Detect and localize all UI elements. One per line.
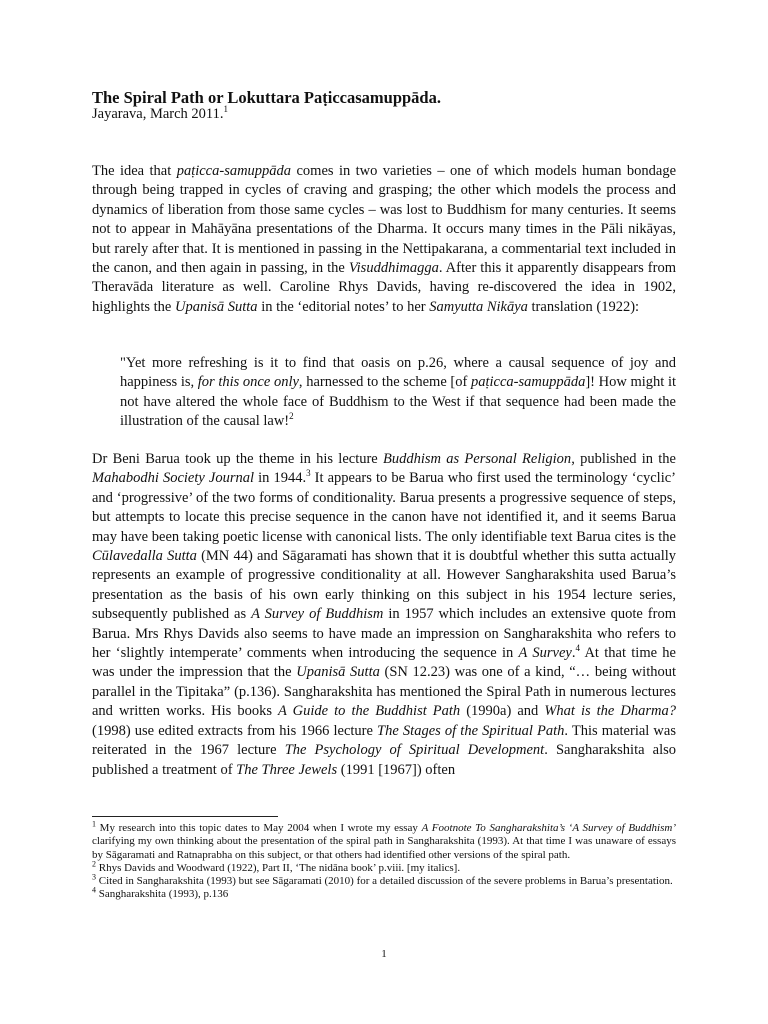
footnote-4 (92, 885, 676, 901)
footnote-number: 2 (92, 859, 96, 869)
text-run: (1991 [1967]) often (337, 761, 456, 778)
text-run: Sangharakshita (1993), p.136 (96, 888, 229, 901)
text-run: . Sangharakshita also published a treatment of (92, 742, 676, 778)
block-quote (120, 354, 676, 432)
italic-text: A Survey of Buddhism (251, 606, 384, 623)
footnotes (92, 819, 677, 902)
text-run: in the ‘editorial notes’ to her (257, 298, 430, 315)
footnote-number: 1 (92, 819, 96, 829)
text-run: . This material was reiterated in the 1967 lecture (92, 722, 676, 759)
text-run: (SN 12.23) was one of a kind, “… being without parallel in the Tipitaka” (p.136). Sangharakshita has mentioned the Spiral Path in numerous lectures and written works. His books (92, 664, 676, 720)
italic-text: What is the Dharma? (544, 703, 676, 720)
text-run: Cited in Sangharakshita (1993) but see Sāgaramati (2010) for a detailed discussion of the severe problems in Barua’s presentation. (96, 875, 673, 888)
italic-text: paṭicca-samuppāda (176, 163, 292, 179)
italic-text: Cūlavedalla Sutta (92, 548, 197, 565)
italic-text: A Guide to the Buddhist Path (278, 703, 461, 720)
text-run: (1990a) and (460, 703, 545, 720)
text-run: Rhys Davids and Woodward (1922), Part II, ‘The nidāna book’ p.viii. [my italics]. (96, 861, 461, 874)
italic-text: The Three Jewels (236, 761, 338, 778)
italic-text: A Footnote To Sangharakshita’s ‘A Survey of Buddhism’ (421, 822, 677, 834)
paragraph-barua (92, 450, 676, 780)
text-run: At that time he was under the impression that the (92, 645, 676, 681)
text-run: "Yet more refreshing is it to find that oasis on p.26, where a causal sequence of joy and happiness is, (120, 355, 676, 391)
text-run: . After this it apparently disappears from Theravāda literature as well. Caroline Rhys Davids, having re-discovered the idea in 1902, highlights the (92, 260, 676, 315)
text-run: . (571, 645, 576, 662)
footnote-separator (92, 816, 278, 817)
footnote-1 (92, 819, 677, 862)
italic-text: Mahabodhi Society Journal (92, 470, 254, 487)
italic-text: for this once only (197, 374, 299, 391)
text-run: The idea that (92, 163, 177, 179)
text-run: Dr Beni Barua took up the theme in his lecture (92, 451, 384, 467)
text-run: (1998) use edited extracts from his 1966 lecture (92, 722, 378, 739)
footnote-ref-1: 1 (223, 104, 229, 115)
text-run: ]! How might it not have altered the whole face of Buddhism to the West if that sequence had been made the illustration of the causal law! (120, 374, 676, 430)
italic-text: Buddhism as Personal Religion (383, 451, 572, 467)
footnote-number: 4 (92, 885, 96, 895)
page-number: 1 (381, 948, 387, 960)
text-run: in 1944. (254, 470, 307, 487)
text-run: (MN 44) and Sāgaramati has shown that it is doubtful whether this sutta actually represents an example of progressive conditionality at all. However Sangharakshita used Barua’s presentation as the basis of his own early thinking on this subject in his 1954 lecture series, subsequently published as (92, 548, 676, 623)
author-line (92, 106, 228, 123)
text-run: translation (1922): (527, 298, 640, 315)
italic-text: A Survey (518, 645, 572, 662)
footnote-ref: 4 (575, 643, 580, 654)
text-run: in 1957 which includes an extensive quote from Barua. Mrs Rhys Davids also seems to have made an impression on Sangharakshita who refers to her ‘slightly intemperate’ comments when introducing the sequence in (92, 606, 676, 662)
text-run: clarifying my own thinking about the presentation of the spiral path in Sangharakshita (1993). At that time I was unaware of essays by Sāgaramati and Ratnaprabha on this subject, or that others had identified other versions of the spiral path. (92, 835, 676, 861)
document-title: The Spiral Path or Lokuttara Paṭiccasamuppāda. (92, 88, 441, 107)
text-run: comes in two varieties – one of which models human bondage through being trapped in cycles of craving and grasping; the other which models the process and dynamics of liberation from those same cycles – was lost to Buddhism for many centuries. It seems not to appear in Mahāyāna presentations of the Dharma. It occurs many times in the Pāli nikāyas, but rarely after that. It is mentioned in passing in the Nettipakarana, a commentarial text included in the canon, and then again in passing, in the (92, 163, 676, 277)
text-run: , published in the (571, 451, 676, 467)
footnote-3 (92, 872, 676, 888)
footnote-2 (92, 859, 676, 875)
italic-text: The Psychology of Spiritual Development (284, 742, 545, 759)
text-run: , harnessed to the scheme [of (298, 374, 471, 391)
footnote-number: 3 (92, 872, 96, 882)
italic-text: paṭicca-samuppāda (470, 374, 586, 391)
italic-text: Upanisā Sutta (174, 298, 258, 315)
text-run: My research into this topic dates to May 2004 when I wrote my essay (96, 822, 422, 834)
italic-text: The Stages of the Spiritual Path (377, 722, 565, 739)
footnote-ref: 3 (306, 468, 311, 479)
text-run: It appears to be Barua who first used the terminology ‘cyclic’ and ‘progressive’ of the two forms of conditionality. Barua presents a progressive sequence of steps, but attempts to locate this precise sequence in the canon have not identified it, and it seems Barua may have been taking poetic license with canonical lists. The only identifiable text Barua cites is the (92, 470, 676, 545)
italic-text: Samyutta Nikāya (429, 298, 528, 315)
italic-text: Visuddhimagga (348, 260, 439, 277)
paragraph-intro (92, 162, 676, 317)
italic-text: Upanisā Sutta (296, 664, 380, 681)
author-name: Jayarava, March 2011. (92, 106, 224, 122)
footnote-ref: 2 (289, 411, 294, 422)
